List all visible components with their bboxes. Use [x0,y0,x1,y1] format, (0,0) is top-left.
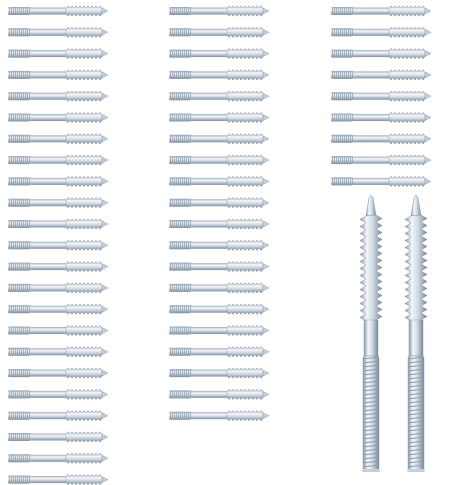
hanger-bolt [331,91,431,101]
hanger-bolt [8,347,108,357]
hanger-bolt [331,70,431,80]
hanger-bolt [8,304,108,314]
hanger-bolt [8,283,108,293]
hanger-bolt [169,48,269,58]
hanger-bolt [8,240,108,250]
hanger-bolt [8,91,108,101]
hanger-bolt [8,389,108,399]
hanger-bolt [169,112,269,122]
hanger-bolt [169,219,269,229]
hanger-bolt [331,27,431,37]
hanger-bolt [8,48,108,58]
hanger-bolt [8,368,108,378]
hanger-bolt [169,261,269,271]
hanger-bolt [169,347,269,357]
hanger-bolt [331,176,431,186]
hanger-bolt [8,134,108,144]
hanger-bolt [8,70,108,80]
hanger-bolt [169,134,269,144]
hanger-bolt [8,325,108,335]
hanger-bolt [169,283,269,293]
hanger-bolt [169,198,269,208]
hanger-bolt [8,176,108,186]
vertical-bolts-group [360,195,427,472]
hanger-bolt [8,453,108,463]
hanger-bolt [169,325,269,335]
hanger-bolt [8,219,108,229]
hanger-bolt [331,155,431,165]
hanger-bolt [169,304,269,314]
hanger-bolt [169,176,269,186]
hanger-bolt [169,389,269,399]
hanger-bolt [169,27,269,37]
hanger-bolt [331,112,431,122]
hanger-bolt-closeup [360,195,382,472]
hanger-bolt [169,70,269,80]
hanger-bolt [169,368,269,378]
hanger-bolt [169,155,269,165]
hanger-bolt [8,112,108,122]
hanger-bolt [8,261,108,271]
hanger-bolt [8,474,108,484]
hanger-bolt [331,48,431,58]
hanger-bolt [8,411,108,421]
hanger-bolt [169,91,269,101]
hanger-bolt [8,432,108,442]
hanger-bolt [8,198,108,208]
hanger-bolt [8,155,108,165]
hanger-bolt-closeup [405,195,427,472]
hanger-bolt [8,6,108,16]
hanger-bolt [331,134,431,144]
hanger-bolt [8,27,108,37]
hanger-bolt [169,240,269,250]
hanger-bolt [169,411,269,421]
hanger-bolt [169,6,269,16]
hanger-bolt [331,6,431,16]
